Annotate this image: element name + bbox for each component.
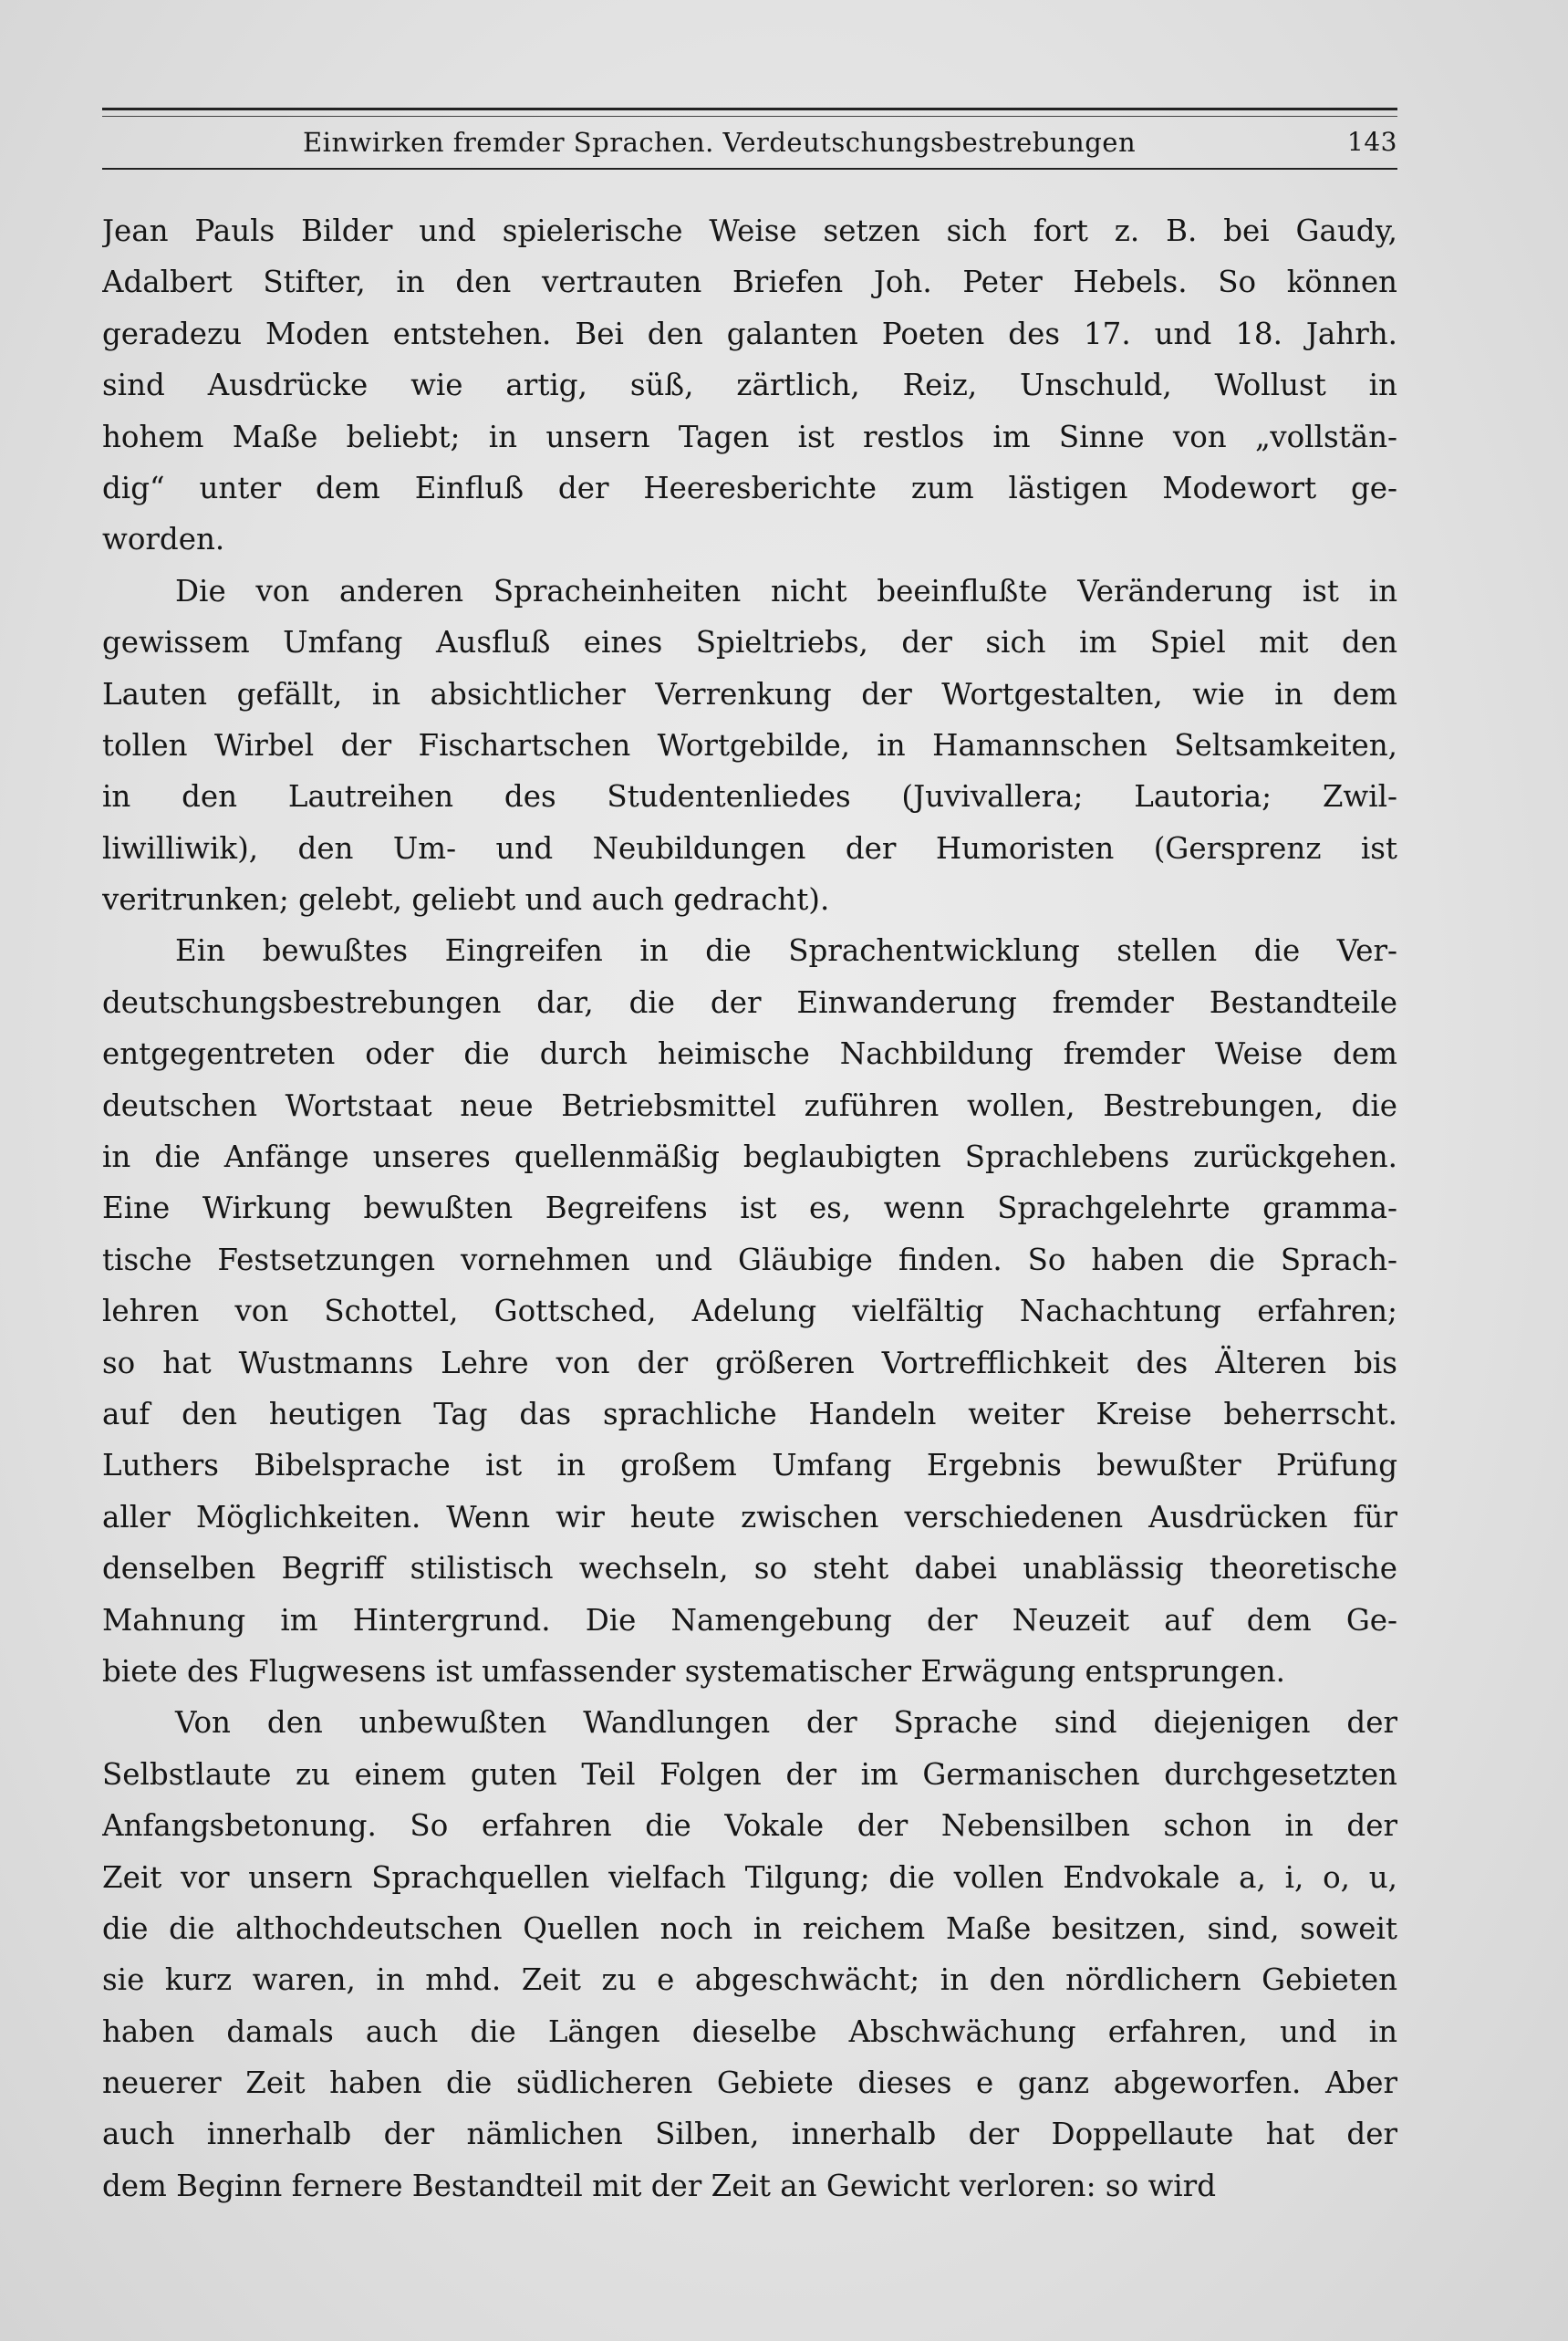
text-line: Mahnung im Hintergrund. Die Namengebung der Neuzeit auf dem Ge- (102, 1602, 1397, 1638)
text-line: lehren von Schottel, Gottsched, Adelung vielfältig Nachachtung erfahren; (102, 1294, 1397, 1329)
text-line: Lauten gefällt, in absichtlicher Verrenkung der Wortgestalten, wie in dem (102, 676, 1397, 712)
text-line: dig“ unter dem Einfluß der Heeresberichte zum lästigen Modewort ge- (102, 470, 1397, 505)
page-number: 143 (1347, 127, 1397, 157)
text-line: deutschen Wortstaat neue Betriebsmittel zuführen wollen, Bestrebungen, die (102, 1087, 1397, 1123)
text-line: geradezu Moden entstehen. Bei den galanten Poeten des 17. und 18. Jahrh. (102, 316, 1397, 351)
text-line: Eine Wirkung bewußten Begreifens ist es, wenn Sprachgelehrte gramma- (102, 1191, 1397, 1226)
text-line: Ein bewußtes Eingreifen in die Sprachentwicklung stellen die Ver- (175, 933, 1397, 969)
paragraph (102, 205, 1397, 566)
text-line: Von den unbewußten Wandlungen der Sprache sind diejenigen der (175, 1705, 1397, 1741)
text-line: Zeit vor unsern Sprachquellen vielfach Tilgung; die vollen Endvokale a, i, o, u, (102, 1859, 1397, 1895)
text-line: Jean Pauls Bilder und spielerische Weise setzen sich fort z. B. bei Gaudy, (102, 213, 1397, 248)
text-line: in den Lautreihen des Studentenliedes (Juvivallera; Lautoria; Zwil- (102, 779, 1397, 815)
running-head (102, 117, 1397, 168)
text-line: Selbstlaute zu einem guten Teil Folgen der im Germanischen durchgesetzten (102, 1756, 1397, 1792)
text-line: Luthers Bibelsprache ist in großem Umfang Ergebnis bewußter Prüfung (102, 1448, 1397, 1483)
text-line: entgegentreten oder die durch heimische Nachbildung fremder Weise dem (102, 1036, 1397, 1072)
header-rule-thick (102, 108, 1397, 110)
header-rule-bottom (102, 168, 1397, 170)
paragraph (102, 566, 1397, 926)
page-header (102, 108, 1397, 170)
text-line: veritrunken; gelebt, geliebt und auch gedracht). (102, 882, 830, 918)
text-line: sind Ausdrücke wie artig, süß, zärtlich, Reiz, Unschuld, Wollust in (102, 368, 1397, 403)
text-line: aller Möglichkeiten. Wenn wir heute zwischen verschiedenen Ausdrücken für (102, 1499, 1397, 1535)
text-line: worden. (102, 522, 225, 557)
text-line: in die Anfänge unseres quellenmäßig beglaubigten Sprachlebens zurückgehen. (102, 1139, 1397, 1175)
text-line: denselben Begriff stilistisch wechseln, so steht dabei unablässig theoretische (102, 1551, 1397, 1587)
text-line: dem Beginn fernere Bestandteil mit der Zeit an Gewicht verloren: so wird (102, 2168, 1217, 2203)
text-line: auf den heutigen Tag das sprachliche Handeln weiter Kreise beherrscht. (102, 1396, 1397, 1431)
text-line: tollen Wirbel der Fischartschen Wortgebilde, in Hamannschen Seltsamkeiten, (102, 727, 1397, 763)
text-line: neuerer Zeit haben die südlicheren Gebiete dieses e ganz abgeworfen. Aber (102, 2065, 1397, 2101)
paragraph (102, 1697, 1397, 2211)
running-title: Einwirken fremder Sprachen. Verdeutschungsbestrebungen (303, 127, 1137, 158)
text-line: haben damals auch die Längen dieselbe Abschwächung erfahren, und in (102, 2013, 1397, 2049)
text-line: liwilliwik), den Um- und Neubildungen der Humoristen (Gersprenz ist (102, 830, 1397, 866)
text-line: Adalbert Stifter, in den vertrauten Briefen Joh. Peter Hebels. So können (102, 265, 1397, 300)
text-line: gewissem Umfang Ausfluß eines Spieltriebs, der sich im Spiel mit den (102, 625, 1397, 661)
text-line: hohem Maße beliebt; in unsern Tagen ist restlos im Sinne von „vollstän- (102, 419, 1397, 454)
text-line: auch innerhalb der nämlichen Silben, innerhalb der Doppellaute hat der (102, 2117, 1397, 2152)
text-line: deutschungsbestrebungen dar, die der Einwanderung fremder Bestandteile (102, 984, 1397, 1020)
text-line: sie kurz waren, in mhd. Zeit zu e abgeschwächt; in den nördlichern Gebieten (102, 1962, 1397, 1998)
text-line: so hat Wustmanns Lehre von der größeren Vortrefflichkeit des Älteren bis (102, 1345, 1397, 1380)
text-line: die die althochdeutschen Quellen noch in reichem Maße besitzen, sind, soweit (102, 1910, 1397, 1946)
text-line: Anfangsbetonung. So erfahren die Vokale der Nebensilben schon in der (102, 1808, 1397, 1844)
body-text (102, 205, 1397, 2211)
text-line: biete des Flugwesens ist umfassender systematischer Erwägung entsprungen. (102, 1653, 1285, 1689)
text-line: Die von anderen Spracheinheiten nicht beeinflußte Veränderung ist in (175, 573, 1397, 609)
paragraph (102, 925, 1397, 1697)
text-line: tische Festsetzungen vornehmen und Gläubige finden. So haben die Sprach- (102, 1242, 1397, 1277)
